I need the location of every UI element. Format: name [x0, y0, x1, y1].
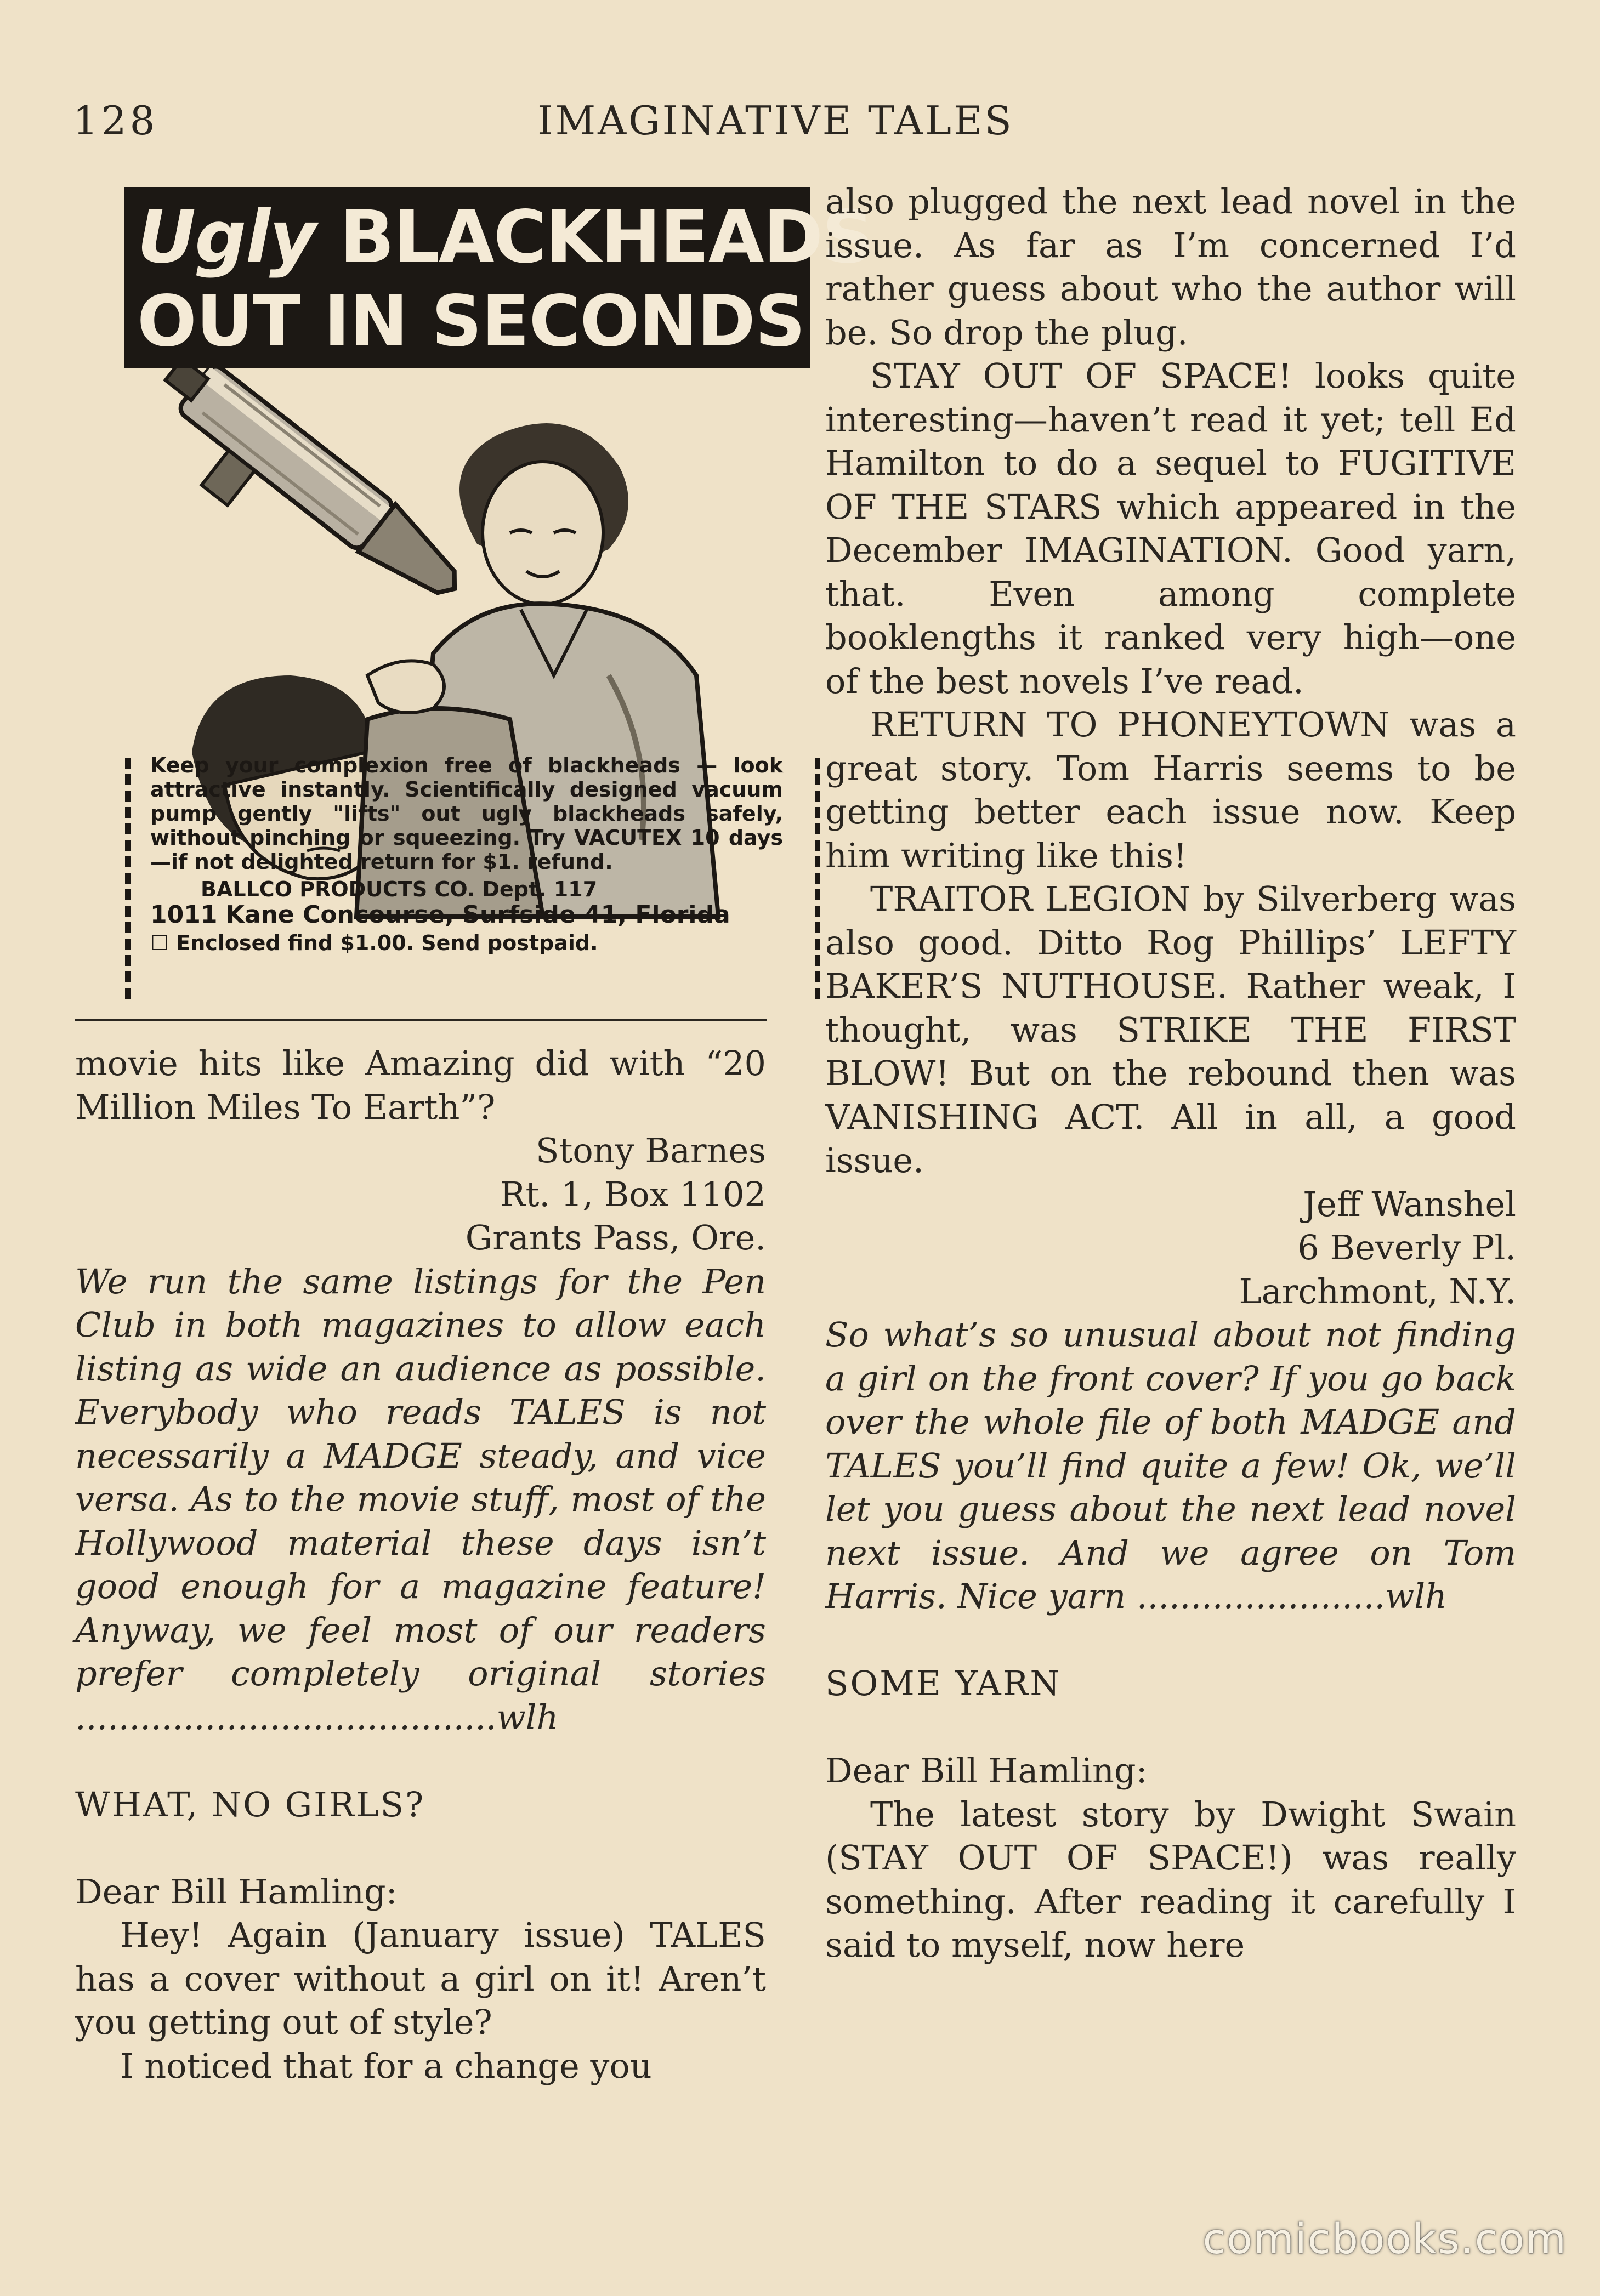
ad-headline-line-2: OUT IN SECONDS — [137, 281, 805, 362]
letter-paragraph: TRAITOR LEGION by Silverberg was also good. Ditto Rog Phillips’ LEFTY BAKER’S NUTHOUSE. Rather weak, I thought, was STRIKE THE FIRST BLOW! But on the rebound then was VANISHING ACT. All in all, a good issue. — [825, 879, 1516, 1180]
ad-address: 1011 Kane Concourse, Surfside 41, Florida — [150, 901, 730, 929]
hand-picture — [367, 661, 444, 713]
ad-headline-ugly: Ugly — [137, 195, 315, 280]
running-head: IMAGINATIVE TALES — [537, 98, 1014, 144]
letter-salutation: Dear Bill Hamling: — [825, 1751, 1148, 1791]
letter-paragraph: I noticed that for a change you — [120, 2045, 652, 2086]
ad-company: BALLCO PRODUCTS CO. Dept. 117 — [201, 877, 598, 901]
ad-coupon-text: Enclosed find $1.00. Send postpaid. — [176, 931, 598, 955]
letter-paragraph: RETURN TO PHONEYTOWN was a great story. Tom Harris seems to be getting better each issue now. Keep him writing like this! — [825, 704, 1516, 876]
ad-copy-block — [124, 753, 809, 955]
letter-ending: movie hits like Amazing did with “20 Million Miles To Earth”? — [75, 1043, 766, 1127]
ad-headline-blackheads: BLACKHEADS — [339, 195, 873, 280]
ad-coupon-line — [150, 931, 783, 955]
signature-address-2: Grants Pass, Ore. — [465, 1218, 766, 1258]
vacuum-pump-picture — [128, 368, 473, 647]
signature-name: Jeff Wanshel — [1303, 1184, 1516, 1224]
letter-paragraph: The latest story by Dwight Swain (STAY OUT OF SPACE!) was really something. After reading it carefully I said to myself, now here — [825, 1794, 1516, 1965]
editor-reply: So what’s so unusual about not finding a girl on the front cover? If you go back over the whole file of both MADGE and TALES you’ll find quite a few! Ok, we’ll let you guess about the next lead novel next issue. And we agree on Tom Harris. Nice yarn .......................wlh — [825, 1315, 1516, 1616]
signature-address-2: Larchmont, N.Y. — [1239, 1271, 1516, 1311]
page-number: 128 — [73, 98, 158, 144]
ad-headline-banner — [124, 187, 873, 368]
letter-paragraph: also plugged the next lead novel in the issue. As far as I’m concerned I’d rather guess about who the author will be. So drop the plug. — [825, 181, 1516, 353]
ad-body-text: Keep your complexion free of blackheads — look attractive instantly. Scientifically designed vacuum pump gently "lifts" out ugly blackheads safely, without pinching or squeezing. Try VACUTEX 10 days—if not delighted return for $1. refund. — [150, 753, 783, 874]
letter-salutation: Dear Bill Hamling: — [75, 1871, 398, 1912]
left-column — [75, 1042, 766, 2088]
ad-divider-rule — [75, 1019, 767, 1021]
letter-paragraph: STAY OUT OF SPACE! looks quite interesting—haven’t read it yet; tell Ed Hamilton to do a sequel to FUGITIVE OF THE STARS which appeared in the December IMAGINATION. Good yarn, that. Even among complete booklengths it ranked very high—one of the best novels I’ve read. — [825, 356, 1516, 701]
editor-reply: We run the same listings for the Pen Club in both magazines to allow each listing as wide an audience as possible. Everybody who reads TALES is not necessarily a MADGE steady, and vice versa. As to the movie stuff, most of the Hollywood material these days isn’t good enough for a magazine feature! Anyway, we feel most of our readers prefer completely original stories .......................................wlh — [75, 1261, 766, 1737]
vacutex-advertisement — [93, 187, 873, 1005]
letter-heading: SOME YARN — [825, 1663, 1062, 1703]
signature-name: Stony Barnes — [536, 1130, 766, 1170]
right-column — [825, 180, 1516, 1967]
checkbox-icon: ☐ — [150, 931, 177, 955]
signature-address-1: 6 Beverly Pl. — [1297, 1227, 1516, 1268]
site-watermark: comicbooks.com — [1202, 2214, 1567, 2263]
letter-paragraph: Hey! Again (January issue) TALES has a cover without a girl on it! Aren’t you getting out of style? — [75, 1915, 766, 2042]
letter-heading: WHAT, NO GIRLS? — [75, 1784, 425, 1825]
signature-address-1: Rt. 1, Box 1102 — [500, 1174, 766, 1214]
ad-headline-line-1 — [137, 196, 873, 279]
